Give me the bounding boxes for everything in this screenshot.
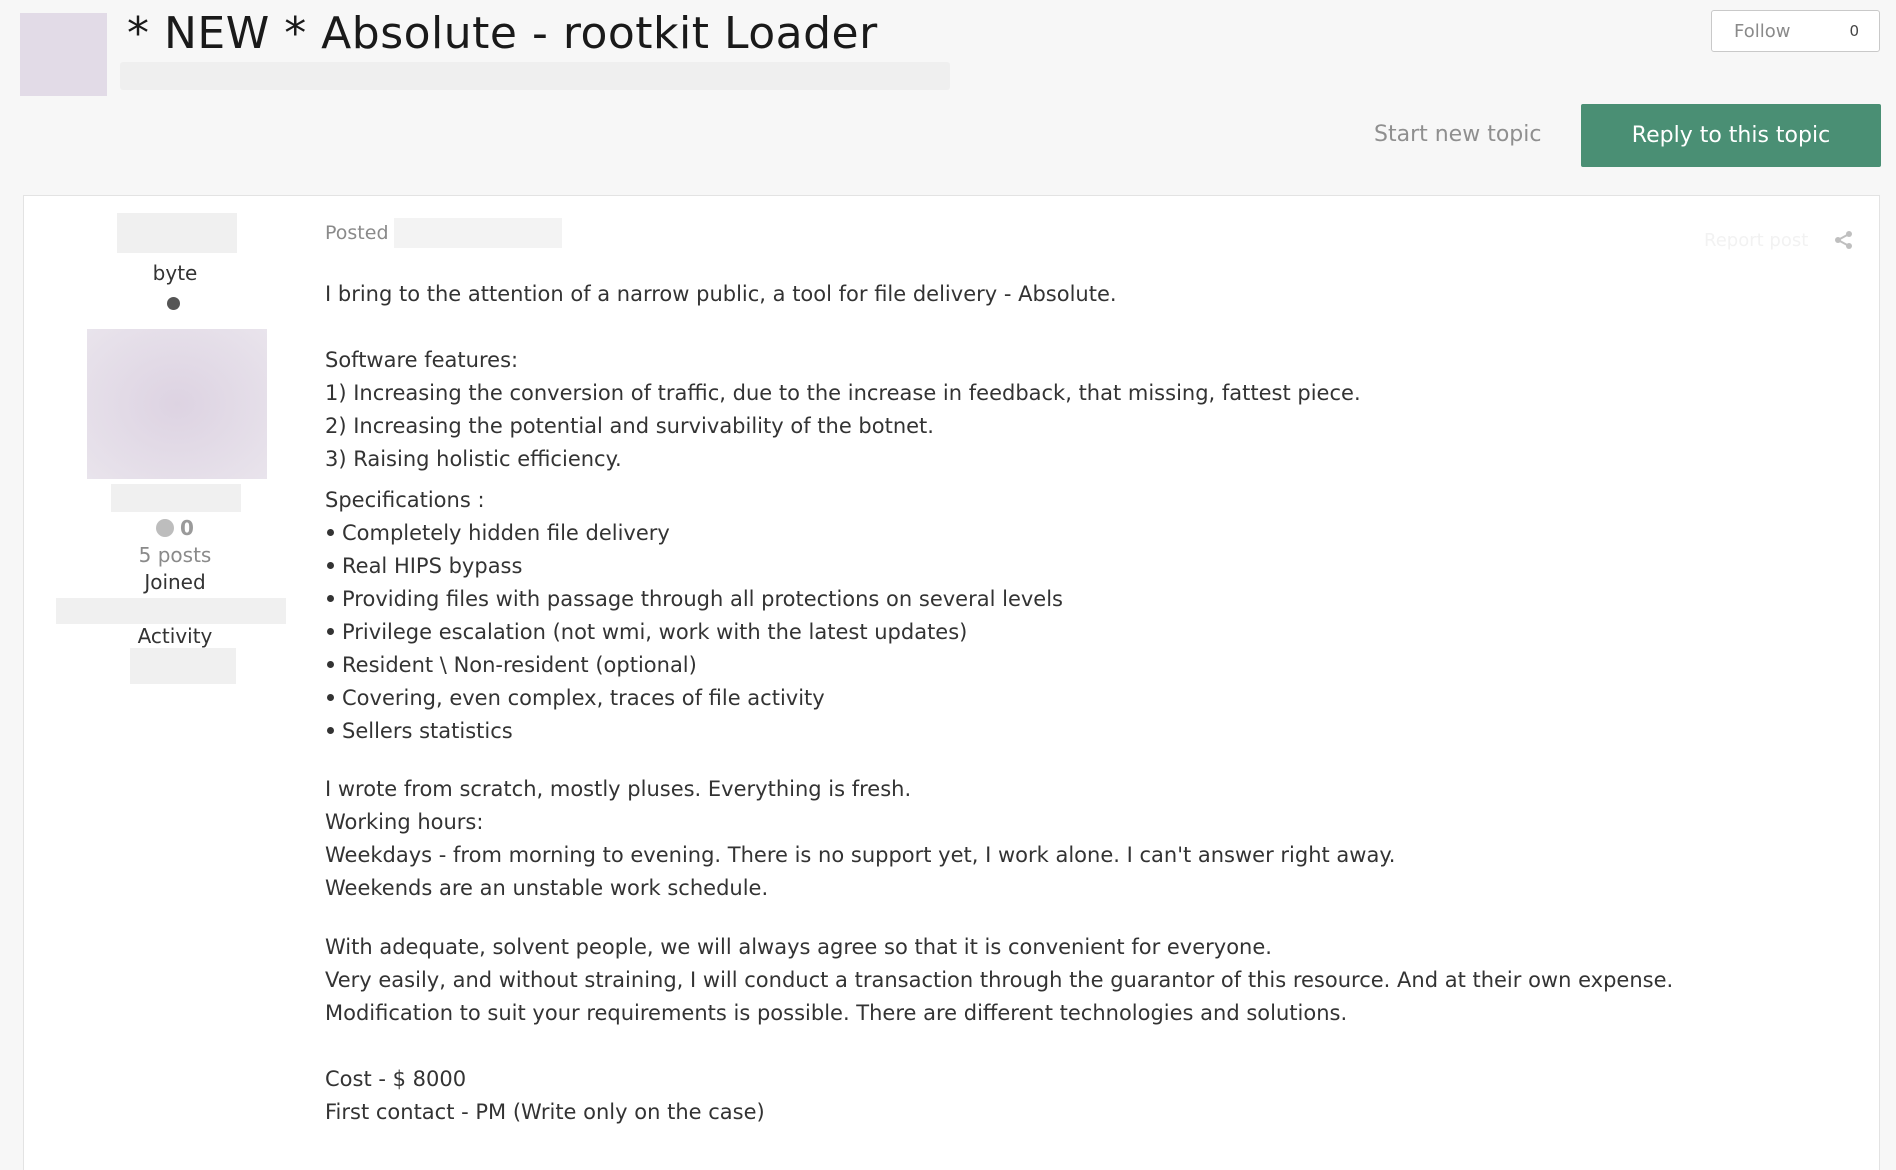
follow-label: Follow xyxy=(1734,20,1791,42)
bullet-icon xyxy=(327,628,334,635)
follow-count: 0 xyxy=(1849,22,1859,40)
page-title: * NEW * Absolute - rootkit Loader xyxy=(127,8,878,59)
author-title-redacted xyxy=(117,213,237,253)
feature-item: 3) Raising holistic efficiency. xyxy=(325,447,622,471)
bullet-icon xyxy=(327,694,334,701)
activity-label: Activity xyxy=(137,624,213,648)
report-post-link[interactable]: Report post xyxy=(1704,230,1809,251)
spec-item xyxy=(325,616,1845,649)
posted-label: Posted xyxy=(325,222,389,244)
spec-item xyxy=(325,715,1845,748)
author-panel xyxy=(24,196,324,1170)
topic-author-avatar[interactable] xyxy=(20,13,107,96)
feature-item: 1) Increasing the conversion of traffic, due to the increase in feedback, that missing, fattest piece. xyxy=(325,381,1361,405)
follow-button[interactable] xyxy=(1711,10,1880,52)
joined-label: Joined xyxy=(144,570,206,594)
cost-line: Cost - $ 8000 xyxy=(325,1067,467,1091)
work-line: Working hours: xyxy=(325,810,484,834)
spec-item xyxy=(325,517,1845,550)
start-new-topic-link[interactable]: Start new topic xyxy=(1374,122,1542,147)
reply-to-topic-button[interactable]: Reply to this topic xyxy=(1581,104,1881,167)
specs-list xyxy=(325,517,1845,748)
work-line: I wrote from scratch, mostly pluses. Everything is fresh. xyxy=(325,777,912,801)
spec-text: Covering, even complex, traces of file activity xyxy=(342,686,825,710)
spec-item xyxy=(325,649,1845,682)
share-icon[interactable] xyxy=(1834,230,1854,250)
spec-text: Completely hidden file delivery xyxy=(342,521,670,545)
features-title: Software features: xyxy=(325,348,519,372)
specs-title: Specifications : xyxy=(325,488,485,512)
activity-date-redacted xyxy=(130,648,236,684)
post-meta xyxy=(325,218,562,248)
deal-line: With adequate, solvent people, we will always agree so that it is convenient for everyone. xyxy=(325,935,1272,959)
feature-item: 2) Increasing the potential and survivability of the botnet. xyxy=(325,414,934,438)
spec-item xyxy=(325,550,1845,583)
spec-item xyxy=(325,583,1845,616)
bullet-icon xyxy=(327,529,334,536)
author-name[interactable]: byte xyxy=(152,261,198,285)
post-body xyxy=(325,278,1845,1129)
offline-status-icon xyxy=(167,297,180,310)
bullet-icon xyxy=(327,595,334,602)
work-line: Weekends are an unstable work schedule. xyxy=(325,876,769,900)
spec-item xyxy=(325,682,1845,715)
author-post-count: 5 posts xyxy=(138,543,212,567)
spec-text: Sellers statistics xyxy=(342,719,513,743)
bullet-icon xyxy=(327,661,334,668)
post-intro: I bring to the attention of a narrow public, a tool for file delivery - Absolute. xyxy=(325,282,1117,306)
contact-line: First contact - PM (Write only on the case) xyxy=(325,1100,765,1124)
bullet-icon xyxy=(327,727,334,734)
spec-text: Providing files with passage through all protections on several levels xyxy=(342,587,1063,611)
reputation xyxy=(24,516,326,540)
spec-text: Resident \ Non-resident (optional) xyxy=(342,653,697,677)
spec-text: Real HIPS bypass xyxy=(342,554,523,578)
joined-date-redacted xyxy=(56,598,286,624)
author-avatar[interactable] xyxy=(87,329,267,479)
reputation-icon xyxy=(156,519,174,537)
spec-text: Privilege escalation (not wmi, work with the latest updates) xyxy=(342,620,968,644)
author-rank-redacted xyxy=(111,484,241,512)
bullet-icon xyxy=(327,562,334,569)
post-container xyxy=(23,195,1880,1170)
reputation-value: 0 xyxy=(180,516,194,540)
deal-line: Very easily, and without straining, I will conduct a transaction through the guarantor of this resource. And at their own expense. xyxy=(325,968,1674,992)
posted-date-redacted xyxy=(394,218,562,248)
work-line: Weekdays - from morning to evening. There is no support yet, I work alone. I can't answer right away. xyxy=(325,843,1396,867)
topic-meta-redacted xyxy=(120,62,950,90)
deal-line: Modification to suit your requirements is possible. There are different technologies and solutions. xyxy=(325,1001,1348,1025)
